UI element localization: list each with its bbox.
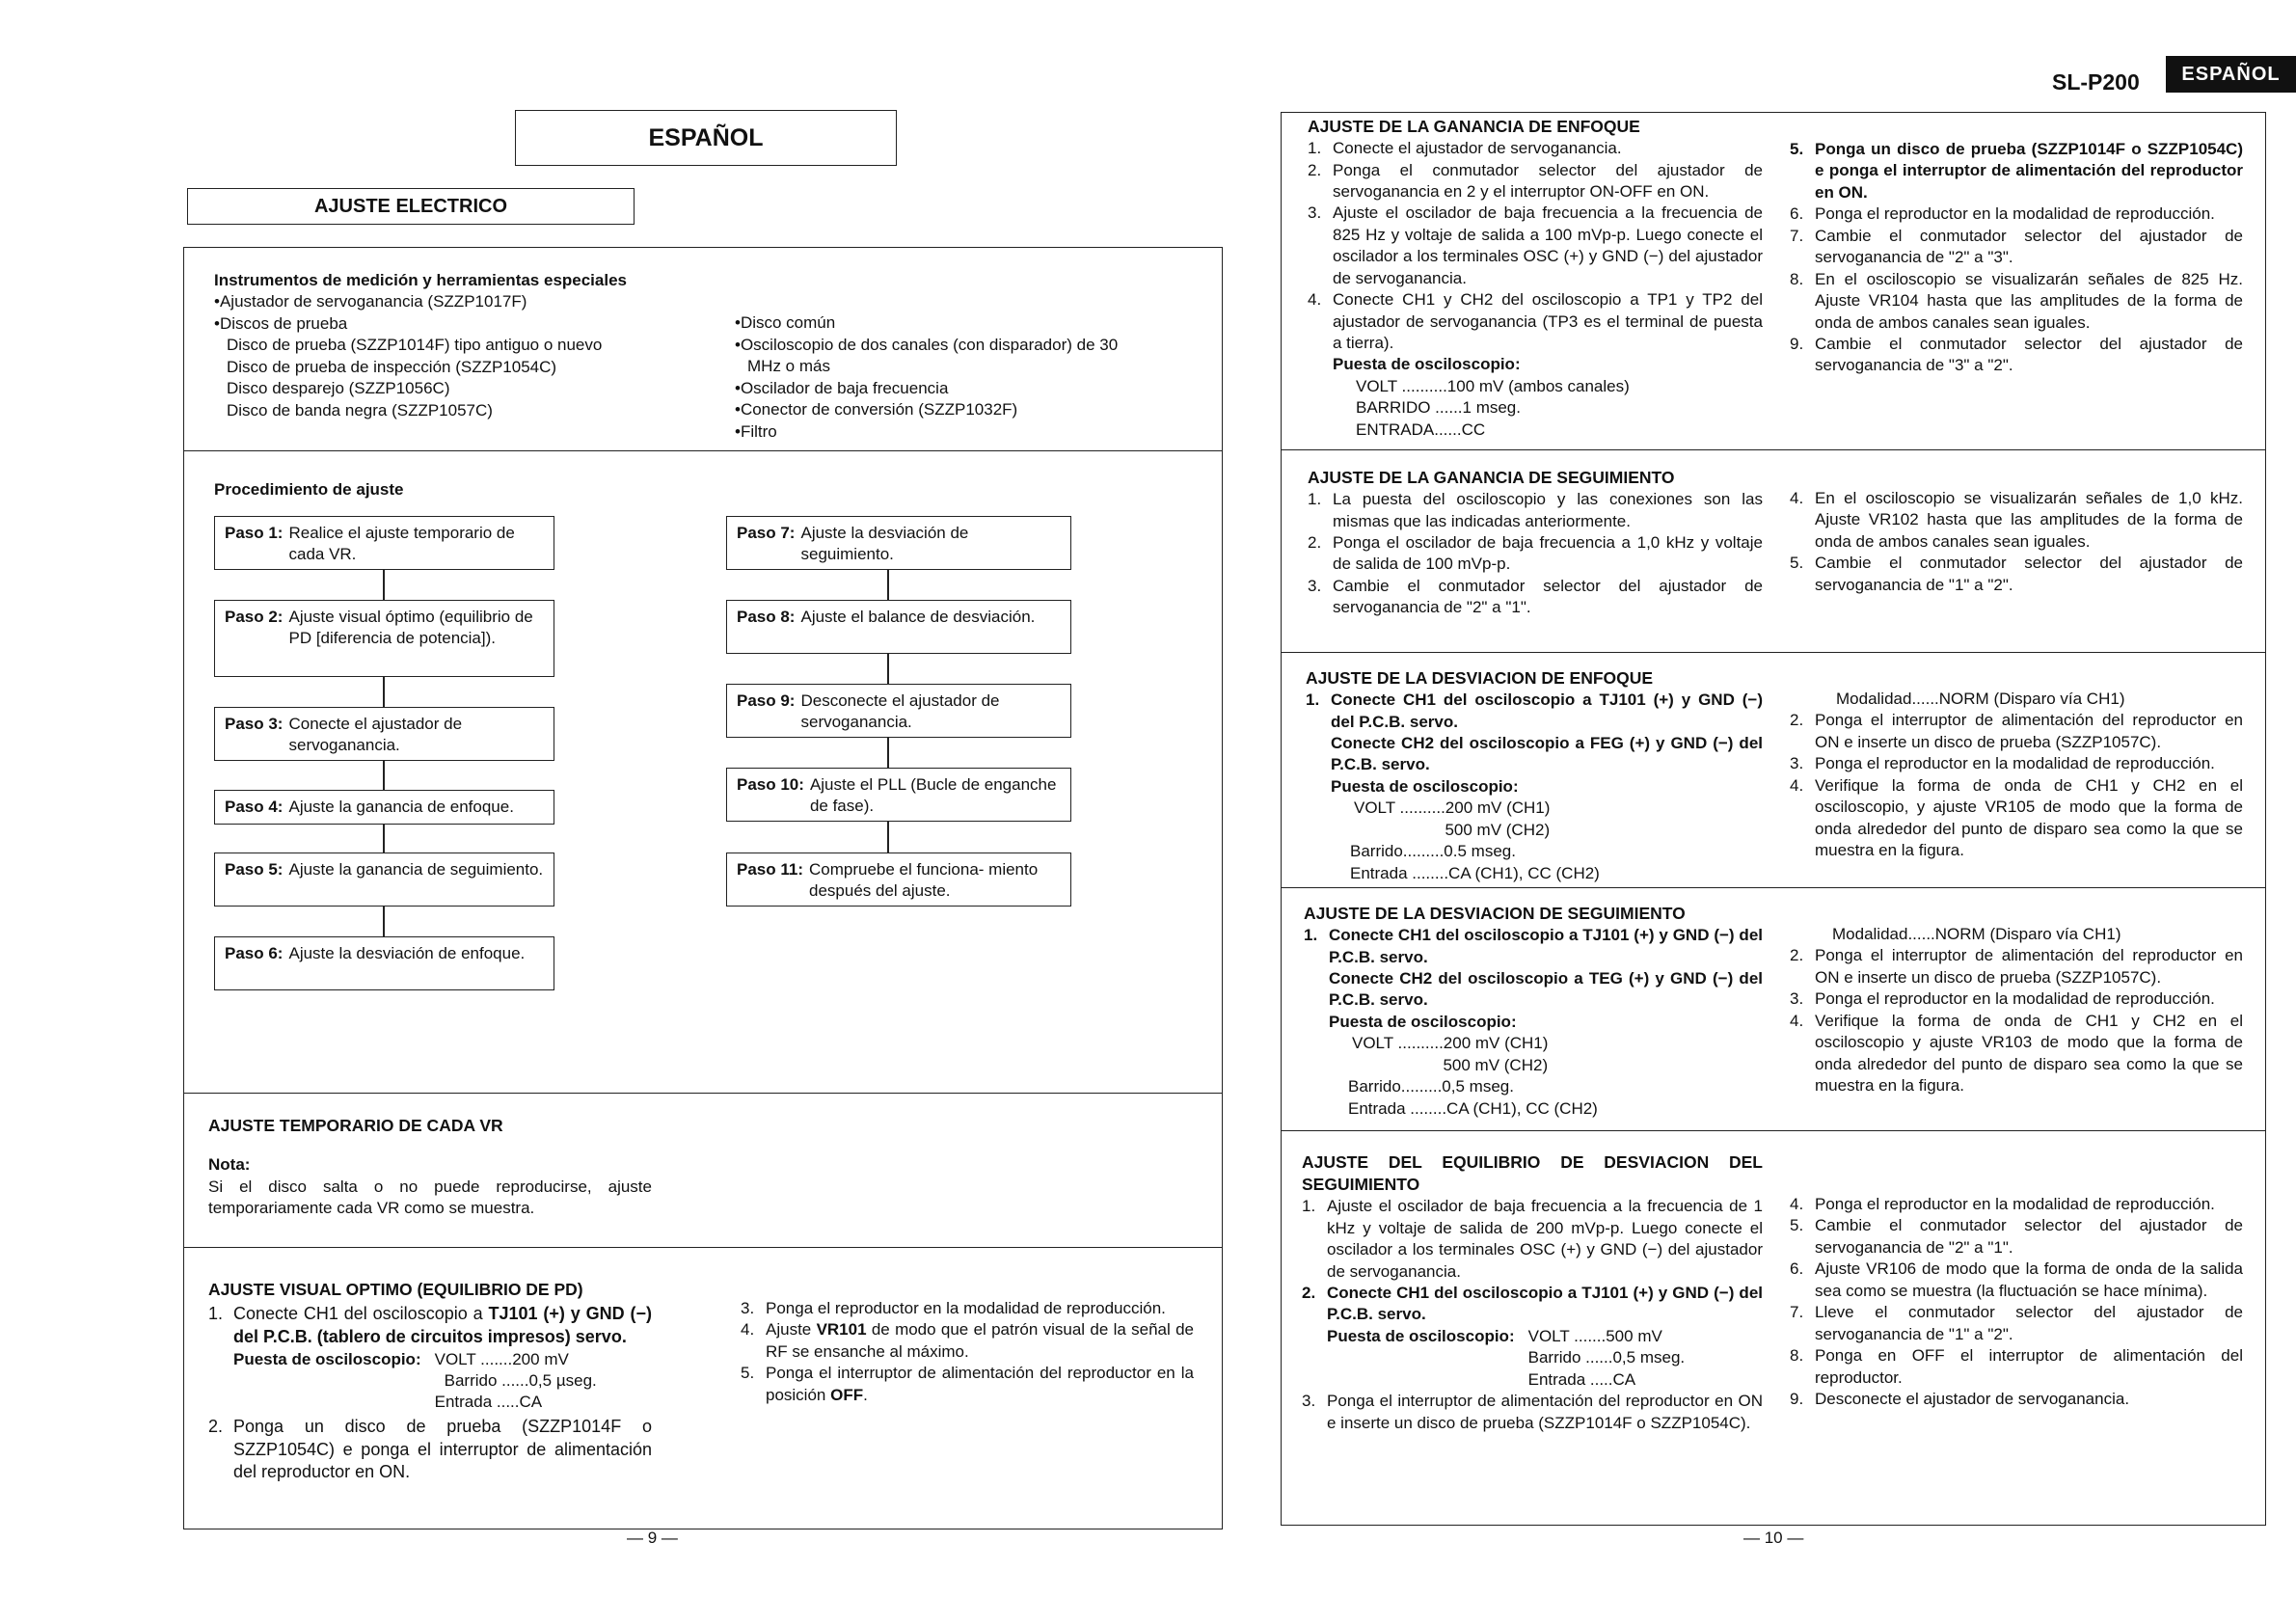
list-item: 3. Ajuste el oscilador de baja frecuencia a la frecuencia de 825 Hz y voltaje de salida a 100 mVp-p. Luego conecte el oscilador a los terminales OSC (+) y GND (−) del ajustador de servoganancia. xyxy=(1308,203,1763,287)
step-label: Paso 6: xyxy=(225,944,284,962)
instrument-item: Disco de banda negra (SZZP1057C) xyxy=(227,400,493,420)
list-item: Conecte CH2 del osciloscopio a FEG (+) y GND (−) del P.C.B. servo. xyxy=(1331,733,1763,774)
list-item: 5. Cambie el conmutador selector del ajustador de servoganancia de "2" a "1". xyxy=(1790,1216,2243,1257)
list-item: 1. Conecte CH1 del osciloscopio a TJ101 (+) y GND (−) del P.C.B. (tablero de circuitos impresos) servo. xyxy=(208,1304,653,1346)
instruments-heading: Instrumentos de medición y herramientas especiales xyxy=(214,271,627,289)
osc-row: Barrido ......0,5 µseg. xyxy=(444,1371,597,1391)
focus-gain-title: AJUSTE DE LA GANANCIA DE ENFOQUE xyxy=(1308,117,1640,136)
list-item: 6. Ponga el reproductor en la modalidad de reproducción. xyxy=(1790,204,2215,224)
list-item: 8. En el osciloscopio se visualizarán señales de 825 Hz. Ajuste VR104 hasta que las amplitudes de la forma de onda de ambos canales sean iguales. xyxy=(1790,269,2243,332)
mode-row: Modalidad......NORM (Disparo vía CH1) xyxy=(1832,925,2121,943)
visual-adjust-section xyxy=(208,1279,652,1484)
osc-row: VOLT .......500 mV xyxy=(1527,1326,1662,1345)
osc-label: Puesta de osciloscopio: xyxy=(1327,1326,1515,1345)
procedure-step-10 xyxy=(726,768,1071,822)
osc-row: Entrada ........CA (CH1), CC (CH2) xyxy=(1350,863,1600,882)
list-item: 4. Verifique la forma de onda de CH1 y CH2 en el osciloscopio, y ajuste VR105 de modo que la forma de onda alrededor del punto de disparo sea como la que se muestra en la figura. xyxy=(1790,775,2243,860)
instruments-section xyxy=(214,270,1207,443)
focus-gain-section xyxy=(1308,116,1763,441)
procedure-step-8 xyxy=(726,600,1071,654)
osc-row: VOLT ..........200 mV (CH1) xyxy=(1354,798,1551,818)
list-item: 9. Cambie el conmutador selector del ajustador de servoganancia de "3" a "2". xyxy=(1790,334,2243,375)
step-text: Realice el ajuste temporario de cada VR. xyxy=(288,524,515,564)
list-item: 4. Conecte CH1 y CH2 del osciloscopio a TP1 y TP2 del ajustador de servoganancia (TP3 es el terminal de puesta a tierra). xyxy=(1308,290,1763,353)
osc-row: BARRIDO ......1 mseg. xyxy=(1356,398,1521,418)
list-item: 3. Ponga el reproductor en la modalidad de reproducción. xyxy=(741,1299,1166,1317)
procedure-step-6 xyxy=(214,936,554,990)
list-item: 5. Ponga el interruptor de alimentación del reproductor en la posición OFF. xyxy=(741,1364,1194,1404)
instrument-item: •Oscilador de baja frecuencia xyxy=(735,378,949,397)
step-text: Ajuste la ganancia de enfoque. xyxy=(288,798,514,816)
visual-adjust-col2 xyxy=(741,1298,1194,1406)
list-item: 1. Ajuste el oscilador de baja frecuencia a la frecuencia de 1 kHz y voltaje de salida de 200 mVp-p. Luego conecte el oscilador a los terminales OSC (+) y GND (−) del ajustador de servoganancia. xyxy=(1302,1197,1763,1281)
list-item: 1. Conecte CH1 del osciloscopio a TJ101 (+) y GND (−) del P.C.B. servo. xyxy=(1304,926,1763,966)
instrument-item: Disco de prueba (SZZP1014F) tipo antiguo o nuevo xyxy=(227,336,603,355)
list-item: 3. Ponga el reproductor en la modalidad de reproducción. xyxy=(1790,754,2215,773)
osc-row: Barrido ......0,5 mseg. xyxy=(1527,1348,1686,1367)
list-item: 2. Ponga el interruptor de alimentación del reproductor en ON e inserte un disco de prueba (SZZP1057C). xyxy=(1790,946,2243,987)
step-text: Ajuste la desviación de seguimiento. xyxy=(800,524,969,564)
step-text: Ajuste el balance de desviación. xyxy=(800,608,1036,626)
osc-row: Entrada .....CA xyxy=(434,1393,543,1412)
step-text: Ajuste la ganancia de seguimiento. xyxy=(288,860,544,879)
step-label: Paso 10: xyxy=(737,775,804,794)
list-item: 2. Ponga el interruptor de alimentación del reproductor en ON e inserte un disco de prueba (SZZP1057C). xyxy=(1790,711,2243,751)
osc-row: ENTRADA......CC xyxy=(1356,420,1486,439)
focus-offset-section xyxy=(1306,667,1763,884)
step-text: Desconecte el ajustador de servoganancia. xyxy=(800,691,1000,732)
procedure-step-5 xyxy=(214,853,554,907)
list-item: 7. Cambie el conmutador selector del ajustador de servoganancia de "2" a "3". xyxy=(1790,226,2243,267)
list-item: 2. Ponga un disco de prueba (SZZP1014F o SZZP1054C) e ponga el interruptor de alimentación del reproductor en ON. xyxy=(208,1416,652,1482)
step-text: Ajuste el PLL (Bucle de enganche de fase). xyxy=(809,775,1057,816)
list-item: 4. En el osciloscopio se visualizarán señales de 1,0 kHz. Ajuste VR102 hasta que las amplitudes de la forma de onda de ambos canales sean iguales. xyxy=(1790,489,2243,551)
step-label: Paso 5: xyxy=(225,860,284,879)
list-item: 4. Ponga el reproductor en la modalidad de reproducción. xyxy=(1790,1195,2215,1213)
osc-row: VOLT ..........200 mV (CH1) xyxy=(1352,1034,1549,1053)
list-item: 9. Desconecte el ajustador de servoganancia. xyxy=(1790,1389,2130,1408)
list-item: 1. Conecte el ajustador de servoganancia. xyxy=(1308,139,1622,158)
osc-label: Puesta de osciloscopio: xyxy=(1333,355,1521,374)
osc-row: Barrido.........0.5 mseg. xyxy=(1350,842,1516,861)
step-text: Conecte el ajustador de servoganancia. xyxy=(288,715,463,755)
page-number-right: — 10 — xyxy=(1743,1529,1804,1547)
list-item: 1. Conecte CH1 del osciloscopio a TJ101 (+) y GND (−) del P.C.B. servo. xyxy=(1306,690,1763,731)
step-text: Compruebe el funciona- miento después del ajuste. xyxy=(809,860,1039,901)
step-text: Ajuste la desviación de enfoque. xyxy=(288,944,526,962)
osc-label: Puesta de osciloscopio: xyxy=(1331,776,1519,796)
tracking-balance-col2 xyxy=(1790,1194,2243,1410)
procedure-step-1 xyxy=(214,516,554,570)
tracking-offset-col2 xyxy=(1790,924,2243,1097)
language-tab: ESPAÑOL xyxy=(2166,56,2296,93)
osc-row: VOLT .......200 mV xyxy=(434,1349,569,1368)
tracking-gain-title: AJUSTE DE LA GANANCIA DE SEGUIMIENTO xyxy=(1308,468,1675,487)
instruments-col1 xyxy=(214,291,735,443)
section-title-ajuste-electrico: AJUSTE ELECTRICO xyxy=(187,188,635,225)
instrument-item: •Conector de conversión (SZZP1032F) xyxy=(735,400,1018,420)
step-text: Ajuste visual óptimo (equilibrio de PD [diferencia de potencia]). xyxy=(288,608,533,648)
note-label: Nota: xyxy=(208,1155,251,1175)
note-text: Si el disco salta o no puede reproducirse, ajuste temporariamente cada VR como se muestra. xyxy=(208,1177,652,1217)
osc-label: Puesta de osciloscopio: xyxy=(233,1349,421,1368)
temp-adjust-section xyxy=(208,1115,652,1219)
osc-row: 500 mV (CH2) xyxy=(1352,1055,1549,1074)
list-item: 6. Ajuste VR106 de modo que la forma de onda de la salida sea como se muestra (la fluctuación se hace mínima). xyxy=(1790,1259,2243,1300)
procedure-step-11 xyxy=(726,853,1071,907)
list-item: 4. Ajuste VR101 de modo que el patrón visual de la señal de RF se ensanche al máximo. xyxy=(741,1320,1194,1361)
list-item: 5. Cambie el conmutador selector del ajustador de servoganancia de "1" a "2". xyxy=(1790,554,2243,594)
step-label: Paso 11: xyxy=(737,860,803,879)
instrument-item: •Ajustador de servoganancia (SZZP1017F) xyxy=(214,292,527,311)
tracking-gain-section xyxy=(1308,467,1763,619)
osc-row: Barrido.........0,5 mseg. xyxy=(1348,1077,1514,1096)
page-number-left: — 9 — xyxy=(627,1529,678,1547)
procedure-step-9 xyxy=(726,684,1071,738)
tracking-offset-title: AJUSTE DE LA DESVIACION DE SEGUIMIENTO xyxy=(1304,904,1686,923)
focus-gain-col2 xyxy=(1790,139,2243,377)
list-item: 1. La puesta del osciloscopio y las conexiones son las mismas que las indicadas anteriormente. xyxy=(1308,490,1763,530)
tracking-balance-title: AJUSTE DEL EQUILIBRIO DE DESVIACION DEL SEGUIMIENTO xyxy=(1302,1152,1763,1195)
focus-offset-title: AJUSTE DE LA DESVIACION DE ENFOQUE xyxy=(1306,668,1654,688)
osc-row: Entrada .....CA xyxy=(1527,1369,1636,1389)
visual-adjust-title: AJUSTE VISUAL OPTIMO (EQUILIBRIO DE PD) xyxy=(208,1280,583,1299)
mode-row: Modalidad......NORM (Disparo vía CH1) xyxy=(1836,690,2125,708)
instrument-item: Disco de prueba de inspección (SZZP1054C) xyxy=(227,357,557,376)
step-label: Paso 7: xyxy=(737,524,796,542)
list-item: 3. Ponga el reproductor en la modalidad de reproducción. xyxy=(1790,989,2215,1009)
osc-settings xyxy=(208,1349,652,1414)
list-item: 2. Ponga el oscilador de baja frecuencia a 1,0 kHz y voltaje de salida de 100 mVp-p. xyxy=(1308,532,1763,574)
procedure-step-7 xyxy=(726,516,1071,570)
procedure-heading: Procedimiento de ajuste xyxy=(214,480,404,499)
osc-row: 500 mV (CH2) xyxy=(1354,820,1551,839)
instrument-item: Disco desparejo (SZZP1056C) xyxy=(227,379,450,398)
step-label: Paso 8: xyxy=(737,608,796,626)
list-item: 3. Ponga el interruptor de alimentación del reproductor en ON e inserte un disco de prueba (SZZP1014F o SZZP1054C). xyxy=(1302,1392,1763,1432)
list-item: 8. Ponga en OFF el interruptor de alimentación del reproductor. xyxy=(1790,1346,2243,1387)
instrument-item: •Discos de prueba xyxy=(214,313,348,333)
list-item: 5. Ponga un disco de prueba (SZZP1014F o SZZP1054C) e ponga el interruptor de alimentación del reproductor en ON. xyxy=(1790,140,2243,202)
list-item: 4. Verifique la forma de onda de CH1 y CH2 en el osciloscopio y ajuste VR103 de modo que la forma de onda alrededor del punto de disparo sea como la que se muestra en la figura. xyxy=(1790,1011,2243,1096)
list-item: 3. Cambie el conmutador selector del ajustador de servoganancia de "2" a "1". xyxy=(1308,576,1763,617)
tracking-balance-section xyxy=(1302,1151,1763,1434)
step-label: Paso 9: xyxy=(737,691,796,710)
tracking-gain-col2 xyxy=(1790,488,2243,596)
list-item: 7. Lleve el conmutador selector del ajustador de servoganancia de "1" a "2". xyxy=(1790,1303,2243,1343)
step-label: Paso 3: xyxy=(225,715,284,733)
tracking-offset-section xyxy=(1304,903,1763,1120)
instrument-item: MHz o más xyxy=(747,357,830,376)
instrument-item: •Filtro xyxy=(735,421,777,441)
osc-row: Entrada ........CA (CH1), CC (CH2) xyxy=(1348,1098,1598,1118)
list-item: 2. Ponga el conmutador selector del ajustador de servoganancia en 2 y el interruptor ON-OFF en ON. xyxy=(1308,160,1763,201)
model-label: SL-P200 xyxy=(2052,69,2140,95)
list-item: 2. Conecte CH1 del osciloscopio a TJ101 (+) y GND (−) del P.C.B. servo. xyxy=(1302,1283,1763,1324)
page-title: ESPAÑOL xyxy=(515,110,897,166)
instrument-item: •Disco común xyxy=(735,313,836,333)
step-label: Paso 1: xyxy=(225,524,284,542)
step-label: Paso 4: xyxy=(225,798,284,816)
instrument-item: •Osciloscopio de dos canales (con disparador) de 30 xyxy=(735,335,1119,354)
procedure-step-3 xyxy=(214,707,554,761)
procedure-step-4 xyxy=(214,790,554,825)
instruments-col2 xyxy=(735,312,1198,443)
focus-offset-col2 xyxy=(1790,689,2243,862)
list-item: Conecte CH2 del osciloscopio a TEG (+) y GND (−) del P.C.B. servo. xyxy=(1329,968,1763,1010)
procedure-step-2 xyxy=(214,600,554,677)
temp-adjust-title: AJUSTE TEMPORARIO DE CADA VR xyxy=(208,1116,503,1135)
step-label: Paso 2: xyxy=(225,608,284,626)
osc-label: Puesta de osciloscopio: xyxy=(1329,1012,1517,1031)
osc-row: VOLT ..........100 mV (ambos canales) xyxy=(1356,376,1630,395)
